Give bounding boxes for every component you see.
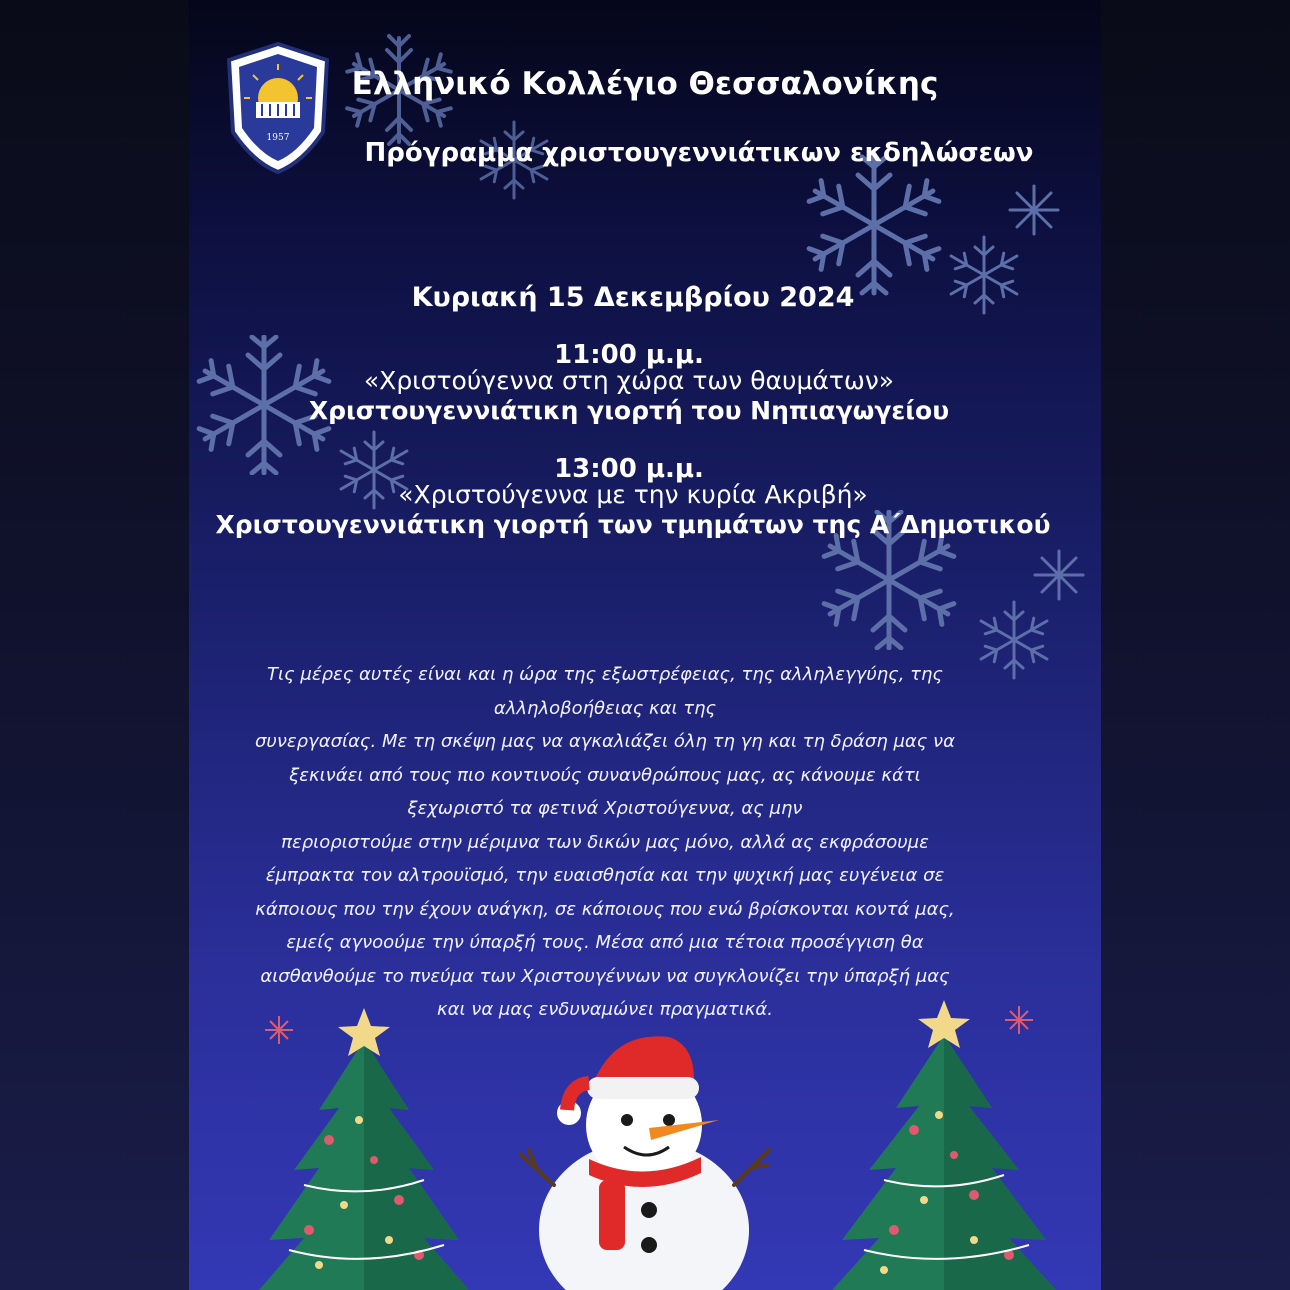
event-2-time: 13:00 μ.μ. bbox=[554, 454, 704, 484]
snowflake-icon bbox=[1004, 180, 1064, 240]
snowflake-icon bbox=[1029, 545, 1089, 605]
message-line: ξεκινάει από τους πιο κοντινούς συνανθρώπους μας, ας κάνουμε κάτι bbox=[289, 764, 921, 786]
message-line: αισθανθούμε το πνεύμα των Χριστουγέννων να συγκλονίζει την ύπαρξή μας bbox=[260, 965, 950, 987]
sparkle-icon bbox=[259, 1010, 299, 1050]
sparkle-icon bbox=[999, 1000, 1039, 1040]
message-line: περιοριστούμε στην μέριμνα των δικών μας μόνο, αλλά ας εκφράσουμε bbox=[281, 831, 929, 853]
event-2-description: Χριστουγεννιάτικη γιορτή των τμημάτων της Α΄Δημοτικού bbox=[215, 510, 1051, 539]
program-title: Πρόγραμμα χριστουγεννιάτικων εκδηλώσεων bbox=[364, 138, 1034, 168]
message-line: αλληλοβοήθειας και της bbox=[493, 697, 717, 719]
message-paragraph bbox=[189, 658, 1061, 1027]
message-line: και να μας ενδυναμώνει πραγματικά. bbox=[436, 999, 773, 1020]
event-date: Κυριακή 15 Δεκεμβρίου 2024 bbox=[411, 282, 855, 313]
event-1-time: 11:00 μ.μ. bbox=[554, 340, 704, 370]
logo-year: 1957 bbox=[266, 133, 290, 143]
snowman-icon bbox=[519, 1025, 779, 1290]
message-line: ξεχωριστό τα φετινά Χριστούγεννα, ας μην bbox=[407, 798, 803, 819]
message-line: έμπρακτα τον αλτρουϊσμό, την ευαισθησία και την ψυχική μας ευγένεια σε bbox=[265, 865, 945, 886]
message-line: κάποιους που την έχουν ανάγκη, σε κάποιους που ενώ βρίσκονται κοντά μας, bbox=[255, 898, 955, 920]
event-1-description: Χριστουγεννιάτικη γιορτή του Νηπιαγωγείου bbox=[308, 396, 950, 425]
event-1-title: «Χριστούγεννα στη χώρα των θαυμάτων» bbox=[363, 366, 895, 395]
poster bbox=[189, 0, 1101, 1290]
school-name: Ελληνικό Κολλέγιο Θεσσαλονίκης bbox=[351, 66, 939, 102]
message-line: συνεργασίας. Με τη σκέψη μας να αγκαλιάζει όλη τη γη και τη δράση μας να bbox=[255, 731, 955, 752]
event-2-title: «Χριστούγεννα με την κυρία Ακριβή» bbox=[398, 480, 868, 509]
message-line: εμείς αγνοούμε την ύπαρξή τους. Μέσα από μια τέτοια προσέγγιση θα bbox=[286, 932, 924, 953]
message-line: Τις μέρες αυτές είναι και η ώρα της εξωστρέφειας, της αλληλεγγύης, της bbox=[267, 664, 943, 685]
snowflake-icon bbox=[799, 150, 949, 300]
